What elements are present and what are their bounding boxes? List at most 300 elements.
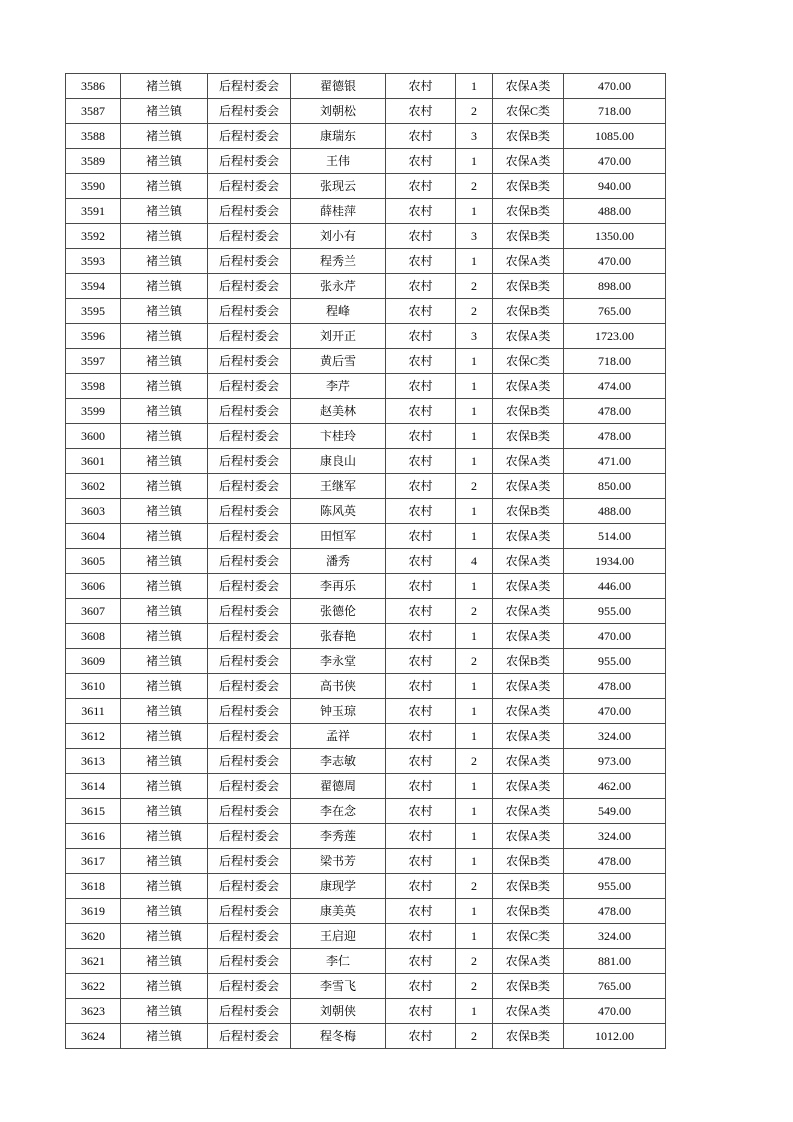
town: 褚兰镇 xyxy=(121,249,208,274)
category: 农村 xyxy=(386,849,456,874)
person-count: 1 xyxy=(456,924,493,949)
row-number: 3606 xyxy=(66,574,121,599)
amount: 1723.00 xyxy=(564,324,666,349)
person-count: 3 xyxy=(456,124,493,149)
town: 褚兰镇 xyxy=(121,299,208,324)
person-name: 李永堂 xyxy=(291,649,386,674)
category: 农村 xyxy=(386,774,456,799)
person-name: 刘朝松 xyxy=(291,99,386,124)
person-name: 刘小有 xyxy=(291,224,386,249)
person-name: 翟德周 xyxy=(291,774,386,799)
person-count: 1 xyxy=(456,399,493,424)
person-name: 李仁 xyxy=(291,949,386,974)
town: 褚兰镇 xyxy=(121,1024,208,1049)
table-row xyxy=(66,449,666,474)
insurance-type: 农保B类 xyxy=(493,174,564,199)
category: 农村 xyxy=(386,649,456,674)
category: 农村 xyxy=(386,374,456,399)
village-committee: 后程村委会 xyxy=(208,724,291,749)
amount: 324.00 xyxy=(564,824,666,849)
town: 褚兰镇 xyxy=(121,574,208,599)
category: 农村 xyxy=(386,699,456,724)
town: 褚兰镇 xyxy=(121,799,208,824)
row-number: 3601 xyxy=(66,449,121,474)
amount: 478.00 xyxy=(564,399,666,424)
table-row xyxy=(66,799,666,824)
insurance-type: 农保A类 xyxy=(493,774,564,799)
person-name: 田恒军 xyxy=(291,524,386,549)
table-row xyxy=(66,899,666,924)
person-count: 2 xyxy=(456,949,493,974)
amount: 955.00 xyxy=(564,649,666,674)
table-row xyxy=(66,74,666,99)
table-row xyxy=(66,699,666,724)
person-count: 2 xyxy=(456,599,493,624)
category: 农村 xyxy=(386,149,456,174)
town: 褚兰镇 xyxy=(121,899,208,924)
town: 褚兰镇 xyxy=(121,774,208,799)
village-committee: 后程村委会 xyxy=(208,99,291,124)
table-row xyxy=(66,149,666,174)
town: 褚兰镇 xyxy=(121,749,208,774)
row-number: 3604 xyxy=(66,524,121,549)
amount: 324.00 xyxy=(564,724,666,749)
person-count: 1 xyxy=(456,199,493,224)
town: 褚兰镇 xyxy=(121,474,208,499)
row-number: 3600 xyxy=(66,424,121,449)
category: 农村 xyxy=(386,799,456,824)
town: 褚兰镇 xyxy=(121,974,208,999)
amount: 470.00 xyxy=(564,74,666,99)
village-committee: 后程村委会 xyxy=(208,174,291,199)
town: 褚兰镇 xyxy=(121,424,208,449)
person-name: 李再乐 xyxy=(291,574,386,599)
insurance-type: 农保B类 xyxy=(493,274,564,299)
insurance-type: 农保A类 xyxy=(493,74,564,99)
row-number: 3598 xyxy=(66,374,121,399)
amount: 478.00 xyxy=(564,674,666,699)
category: 农村 xyxy=(386,574,456,599)
village-committee: 后程村委会 xyxy=(208,874,291,899)
category: 农村 xyxy=(386,174,456,199)
insurance-type: 农保A类 xyxy=(493,749,564,774)
person-count: 4 xyxy=(456,549,493,574)
category: 农村 xyxy=(386,99,456,124)
person-name: 赵美林 xyxy=(291,399,386,424)
category: 农村 xyxy=(386,624,456,649)
amount: 474.00 xyxy=(564,374,666,399)
village-committee: 后程村委会 xyxy=(208,849,291,874)
town: 褚兰镇 xyxy=(121,224,208,249)
category: 农村 xyxy=(386,924,456,949)
row-number: 3610 xyxy=(66,674,121,699)
row-number: 3609 xyxy=(66,649,121,674)
person-name: 李志敏 xyxy=(291,749,386,774)
town: 褚兰镇 xyxy=(121,724,208,749)
category: 农村 xyxy=(386,949,456,974)
insurance-type: 农保A类 xyxy=(493,674,564,699)
person-count: 2 xyxy=(456,974,493,999)
village-committee: 后程村委会 xyxy=(208,549,291,574)
town: 褚兰镇 xyxy=(121,124,208,149)
person-count: 1 xyxy=(456,574,493,599)
table-row xyxy=(66,249,666,274)
person-name: 刘开正 xyxy=(291,324,386,349)
person-count: 1 xyxy=(456,349,493,374)
amount: 324.00 xyxy=(564,924,666,949)
category: 农村 xyxy=(386,299,456,324)
insurance-type: 农保A类 xyxy=(493,824,564,849)
category: 农村 xyxy=(386,874,456,899)
insurance-type: 农保B类 xyxy=(493,849,564,874)
village-committee: 后程村委会 xyxy=(208,424,291,449)
village-committee: 后程村委会 xyxy=(208,574,291,599)
person-count: 1 xyxy=(456,724,493,749)
table-row xyxy=(66,399,666,424)
village-committee: 后程村委会 xyxy=(208,1024,291,1049)
table-row xyxy=(66,774,666,799)
category: 农村 xyxy=(386,899,456,924)
amount: 718.00 xyxy=(564,349,666,374)
person-count: 1 xyxy=(456,849,493,874)
town: 褚兰镇 xyxy=(121,374,208,399)
person-count: 2 xyxy=(456,99,493,124)
amount: 488.00 xyxy=(564,199,666,224)
row-number: 3597 xyxy=(66,349,121,374)
town: 褚兰镇 xyxy=(121,849,208,874)
insurance-type: 农保B类 xyxy=(493,124,564,149)
table-row xyxy=(66,1024,666,1049)
person-count: 1 xyxy=(456,249,493,274)
row-number: 3589 xyxy=(66,149,121,174)
table-row xyxy=(66,724,666,749)
village-committee: 后程村委会 xyxy=(208,399,291,424)
category: 农村 xyxy=(386,249,456,274)
village-committee: 后程村委会 xyxy=(208,199,291,224)
row-number: 3587 xyxy=(66,99,121,124)
category: 农村 xyxy=(386,1024,456,1049)
amount: 470.00 xyxy=(564,699,666,724)
person-count: 1 xyxy=(456,149,493,174)
amount: 478.00 xyxy=(564,424,666,449)
person-count: 1 xyxy=(456,774,493,799)
village-committee: 后程村委会 xyxy=(208,299,291,324)
table-row xyxy=(66,199,666,224)
insurance-type: 农保A类 xyxy=(493,449,564,474)
insurance-type: 农保A类 xyxy=(493,249,564,274)
row-number: 3594 xyxy=(66,274,121,299)
town: 褚兰镇 xyxy=(121,199,208,224)
amount: 973.00 xyxy=(564,749,666,774)
amount: 718.00 xyxy=(564,99,666,124)
row-number: 3602 xyxy=(66,474,121,499)
insurance-type: 农保B类 xyxy=(493,1024,564,1049)
town: 褚兰镇 xyxy=(121,149,208,174)
table-row xyxy=(66,224,666,249)
person-name: 翟德银 xyxy=(291,74,386,99)
village-committee: 后程村委会 xyxy=(208,924,291,949)
pension-payment-table xyxy=(65,73,666,1049)
person-name: 李秀莲 xyxy=(291,824,386,849)
table-row xyxy=(66,924,666,949)
row-number: 3599 xyxy=(66,399,121,424)
table-row xyxy=(66,174,666,199)
person-name: 刘朝侠 xyxy=(291,999,386,1024)
amount: 1012.00 xyxy=(564,1024,666,1049)
person-name: 卞桂玲 xyxy=(291,424,386,449)
amount: 514.00 xyxy=(564,524,666,549)
insurance-type: 农保A类 xyxy=(493,549,564,574)
row-number: 3621 xyxy=(66,949,121,974)
insurance-type: 农保B类 xyxy=(493,199,564,224)
insurance-type: 农保B类 xyxy=(493,299,564,324)
row-number: 3613 xyxy=(66,749,121,774)
amount: 1350.00 xyxy=(564,224,666,249)
insurance-type: 农保B类 xyxy=(493,874,564,899)
town: 褚兰镇 xyxy=(121,174,208,199)
table-row xyxy=(66,324,666,349)
insurance-type: 农保A类 xyxy=(493,149,564,174)
insurance-type: 农保A类 xyxy=(493,324,564,349)
category: 农村 xyxy=(386,74,456,99)
insurance-type: 农保B类 xyxy=(493,399,564,424)
village-committee: 后程村委会 xyxy=(208,799,291,824)
town: 褚兰镇 xyxy=(121,824,208,849)
village-committee: 后程村委会 xyxy=(208,474,291,499)
village-committee: 后程村委会 xyxy=(208,699,291,724)
category: 农村 xyxy=(386,399,456,424)
amount: 470.00 xyxy=(564,624,666,649)
person-name: 康良山 xyxy=(291,449,386,474)
table-row xyxy=(66,874,666,899)
category: 农村 xyxy=(386,499,456,524)
town: 褚兰镇 xyxy=(121,599,208,624)
table-row xyxy=(66,549,666,574)
category: 农村 xyxy=(386,349,456,374)
table-row xyxy=(66,949,666,974)
insurance-type: 农保A类 xyxy=(493,624,564,649)
person-count: 2 xyxy=(456,474,493,499)
amount: 940.00 xyxy=(564,174,666,199)
village-committee: 后程村委会 xyxy=(208,74,291,99)
amount: 478.00 xyxy=(564,899,666,924)
table-row xyxy=(66,499,666,524)
row-number: 3622 xyxy=(66,974,121,999)
row-number: 3619 xyxy=(66,899,121,924)
person-name: 程秀兰 xyxy=(291,249,386,274)
insurance-type: 农保A类 xyxy=(493,799,564,824)
table-row xyxy=(66,999,666,1024)
category: 农村 xyxy=(386,674,456,699)
category: 农村 xyxy=(386,449,456,474)
person-count: 2 xyxy=(456,1024,493,1049)
person-name: 高书侠 xyxy=(291,674,386,699)
person-name: 梁书芳 xyxy=(291,849,386,874)
town: 褚兰镇 xyxy=(121,349,208,374)
table-row xyxy=(66,474,666,499)
table-row xyxy=(66,974,666,999)
table-row xyxy=(66,274,666,299)
row-number: 3618 xyxy=(66,874,121,899)
row-number: 3593 xyxy=(66,249,121,274)
person-count: 3 xyxy=(456,224,493,249)
town: 褚兰镇 xyxy=(121,549,208,574)
row-number: 3614 xyxy=(66,774,121,799)
category: 农村 xyxy=(386,474,456,499)
amount: 765.00 xyxy=(564,974,666,999)
row-number: 3595 xyxy=(66,299,121,324)
table-row xyxy=(66,649,666,674)
person-name: 程峰 xyxy=(291,299,386,324)
amount: 470.00 xyxy=(564,999,666,1024)
person-name: 潘秀 xyxy=(291,549,386,574)
row-number: 3615 xyxy=(66,799,121,824)
row-number: 3612 xyxy=(66,724,121,749)
table-body xyxy=(66,74,666,1049)
town: 褚兰镇 xyxy=(121,449,208,474)
table-row xyxy=(66,674,666,699)
person-count: 2 xyxy=(456,874,493,899)
person-name: 康瑞东 xyxy=(291,124,386,149)
person-name: 李芹 xyxy=(291,374,386,399)
amount: 955.00 xyxy=(564,874,666,899)
town: 褚兰镇 xyxy=(121,874,208,899)
village-committee: 后程村委会 xyxy=(208,374,291,399)
town: 褚兰镇 xyxy=(121,999,208,1024)
category: 农村 xyxy=(386,524,456,549)
amount: 478.00 xyxy=(564,849,666,874)
person-name: 黄后雪 xyxy=(291,349,386,374)
village-committee: 后程村委会 xyxy=(208,999,291,1024)
village-committee: 后程村委会 xyxy=(208,599,291,624)
town: 褚兰镇 xyxy=(121,674,208,699)
amount: 470.00 xyxy=(564,149,666,174)
person-name: 张春艳 xyxy=(291,624,386,649)
person-count: 2 xyxy=(456,174,493,199)
amount: 549.00 xyxy=(564,799,666,824)
person-count: 2 xyxy=(456,749,493,774)
village-committee: 后程村委会 xyxy=(208,324,291,349)
row-number: 3611 xyxy=(66,699,121,724)
village-committee: 后程村委会 xyxy=(208,674,291,699)
person-name: 张永芹 xyxy=(291,274,386,299)
amount: 488.00 xyxy=(564,499,666,524)
person-name: 程冬梅 xyxy=(291,1024,386,1049)
amount: 850.00 xyxy=(564,474,666,499)
town: 褚兰镇 xyxy=(121,74,208,99)
table-row xyxy=(66,349,666,374)
town: 褚兰镇 xyxy=(121,499,208,524)
person-count: 1 xyxy=(456,799,493,824)
row-number: 3623 xyxy=(66,999,121,1024)
row-number: 3608 xyxy=(66,624,121,649)
insurance-type: 农保B类 xyxy=(493,974,564,999)
row-number: 3624 xyxy=(66,1024,121,1049)
insurance-type: 农保C类 xyxy=(493,349,564,374)
table-row xyxy=(66,599,666,624)
category: 农村 xyxy=(386,199,456,224)
category: 农村 xyxy=(386,274,456,299)
amount: 462.00 xyxy=(564,774,666,799)
person-name: 张德伦 xyxy=(291,599,386,624)
table-row xyxy=(66,849,666,874)
table-row xyxy=(66,374,666,399)
person-name: 李在念 xyxy=(291,799,386,824)
person-count: 3 xyxy=(456,324,493,349)
category: 农村 xyxy=(386,549,456,574)
insurance-type: 农保B类 xyxy=(493,224,564,249)
person-name: 钟玉琼 xyxy=(291,699,386,724)
village-committee: 后程村委会 xyxy=(208,274,291,299)
person-count: 1 xyxy=(456,449,493,474)
village-committee: 后程村委会 xyxy=(208,649,291,674)
amount: 1085.00 xyxy=(564,124,666,149)
category: 农村 xyxy=(386,999,456,1024)
town: 褚兰镇 xyxy=(121,524,208,549)
town: 褚兰镇 xyxy=(121,99,208,124)
category: 农村 xyxy=(386,749,456,774)
table-row xyxy=(66,824,666,849)
person-name: 王启迎 xyxy=(291,924,386,949)
town: 褚兰镇 xyxy=(121,699,208,724)
person-name: 孟祥 xyxy=(291,724,386,749)
category: 农村 xyxy=(386,599,456,624)
village-committee: 后程村委会 xyxy=(208,149,291,174)
amount: 765.00 xyxy=(564,299,666,324)
insurance-type: 农保A类 xyxy=(493,574,564,599)
table-row xyxy=(66,424,666,449)
insurance-type: 农保A类 xyxy=(493,599,564,624)
category: 农村 xyxy=(386,824,456,849)
row-number: 3616 xyxy=(66,824,121,849)
insurance-type: 农保C类 xyxy=(493,99,564,124)
insurance-type: 农保B类 xyxy=(493,499,564,524)
insurance-type: 农保B类 xyxy=(493,649,564,674)
row-number: 3586 xyxy=(66,74,121,99)
village-committee: 后程村委会 xyxy=(208,249,291,274)
amount: 881.00 xyxy=(564,949,666,974)
person-count: 1 xyxy=(456,899,493,924)
row-number: 3617 xyxy=(66,849,121,874)
town: 褚兰镇 xyxy=(121,949,208,974)
amount: 1934.00 xyxy=(564,549,666,574)
person-count: 1 xyxy=(456,624,493,649)
amount: 955.00 xyxy=(564,599,666,624)
row-number: 3588 xyxy=(66,124,121,149)
category: 农村 xyxy=(386,124,456,149)
village-committee: 后程村委会 xyxy=(208,124,291,149)
row-number: 3605 xyxy=(66,549,121,574)
row-number: 3603 xyxy=(66,499,121,524)
category: 农村 xyxy=(386,724,456,749)
table-row xyxy=(66,749,666,774)
insurance-type: 农保A类 xyxy=(493,999,564,1024)
table-row xyxy=(66,124,666,149)
person-name: 王伟 xyxy=(291,149,386,174)
insurance-type: 农保A类 xyxy=(493,949,564,974)
person-count: 1 xyxy=(456,674,493,699)
person-count: 2 xyxy=(456,274,493,299)
person-count: 1 xyxy=(456,74,493,99)
village-committee: 后程村委会 xyxy=(208,899,291,924)
village-committee: 后程村委会 xyxy=(208,974,291,999)
village-committee: 后程村委会 xyxy=(208,824,291,849)
person-name: 陈风英 xyxy=(291,499,386,524)
person-name: 康美英 xyxy=(291,899,386,924)
town: 褚兰镇 xyxy=(121,649,208,674)
category: 农村 xyxy=(386,324,456,349)
category: 农村 xyxy=(386,974,456,999)
